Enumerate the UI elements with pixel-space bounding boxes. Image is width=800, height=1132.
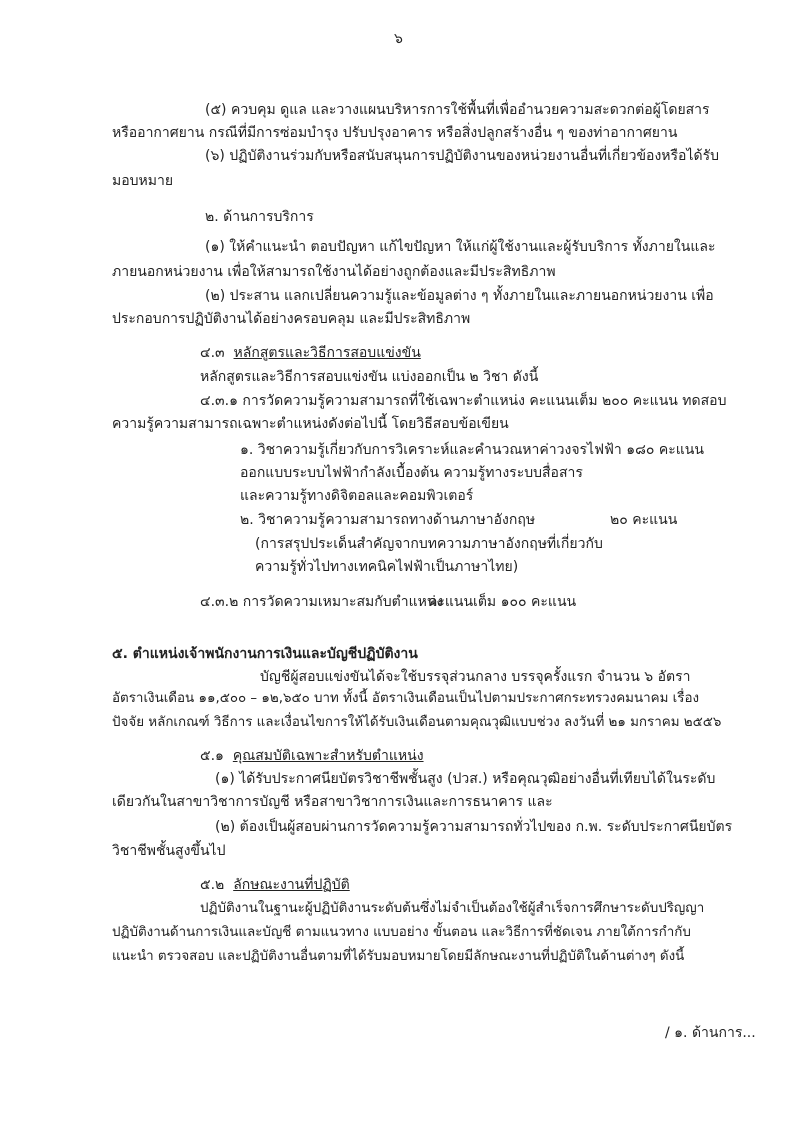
paragraph-line: (๑) ได้รับประกาศนียบัตรวิชาชีพชั้นสูง (ปวส.) หรือคุณวุฒิอย่างอื่นที่เทียบได้ในระดับ bbox=[215, 771, 716, 787]
section-title: หลักสูตรและวิธีการสอบแข่งขัน bbox=[233, 345, 421, 361]
paragraph-line: ๔.๓.๑ การวัดความรู้ความสามารถที่ใช้เฉพาะตำแหน่ง คะแนนเต็ม ๒๐๐ คะแนน ทดสอบ bbox=[200, 393, 727, 409]
paragraph-line: แนะนำ ตรวจสอบ และปฏิบัติงานอื่นตามที่ได้รับมอบหมายโดยมีลักษณะงานที่ปฏิบัติในด้านต่างๆ ดังนี้ bbox=[112, 949, 685, 964]
paragraph-line: อัตราเงินเดือน ๑๑,๕๐๐ – ๑๒,๖๕๐ บาท ทั้งนี้ อัตราเงินเดือนเป็นไปตามประกาศกระทรวงคมนาคม เรื่อง bbox=[112, 691, 700, 706]
exam-subject-line: และความรู้ทางดิจิตอลและคอมพิวเตอร์ bbox=[240, 488, 474, 504]
paragraph-line: หลักสูตรและวิธีการสอบแข่งขัน แบ่งออกเป็น ๒ วิชา ดังนี้ bbox=[200, 369, 539, 385]
paragraph-line: (๒) ต้องเป็นผู้สอบผ่านการวัดความรู้ความสามารถทั่วไปของ ก.พ. ระดับประกาศนียบัตร bbox=[215, 819, 733, 835]
exam-subject-line: ความรู้ทั่วไปทางเทคนิคไฟฟ้าเป็นภาษาไทย) bbox=[255, 559, 519, 575]
paragraph-line: บัญชีผู้สอบแข่งขันได้จะใช้บรรจุส่วนกลาง บรรจุครั้งแรก จำนวน ๖ อัตรา bbox=[260, 669, 691, 685]
exam-score: ๒๐ คะแนน bbox=[610, 512, 678, 528]
paragraph-line: (๑) ให้คำแนะนำ ตอบปัญหา แก้ไขปัญหา ให้แก่ผู้ใช้งานและผู้รับบริการ ทั้งภายในและ bbox=[205, 239, 716, 255]
paragraph-line: เดียวกันในสาขาวิชาการบัญชี หรือสาขาวิชาการเงินและการธนาคาร และ bbox=[112, 794, 553, 810]
paragraph-line: ปัจจัย หลักเกณฑ์ วิธีการ และเงื่อนไขการให้ได้รับเงินเดือนตามคุณวุฒิแบบช่วง ลงวันที่ ๒๑ มกราคม ๒๕๕๖ bbox=[112, 715, 722, 730]
exam-subject-line: ๒. วิชาความรู้ความสามารถทางด้านภาษาอังกฤษ bbox=[240, 512, 536, 528]
exam-score: คะแนนเต็ม ๑๐๐ คะแนน bbox=[428, 594, 577, 610]
paragraph-line: (๕) ควบคุม ดูแล และวางแผนบริหารการใช้พื้นที่เพื่ออำนวยความสะดวกต่อผู้โดยสาร bbox=[205, 102, 710, 118]
paragraph-line: ภายนอกหน่วยงาน เพื่อให้สามารถใช้งานได้อย่างถูกต้องและมีประสิทธิภาพ bbox=[112, 264, 556, 280]
section-heading: ๒. ด้านการบริการ bbox=[205, 209, 314, 225]
section-heading-5: ๕. ตำแหน่งเจ้าพนักงานการเงินและบัญชีปฏิบัติงาน bbox=[112, 646, 418, 662]
exam-subject-line: (การสรุปประเด็นสำคัญจากบทความภาษาอังกฤษที่เกี่ยวกับ bbox=[255, 536, 603, 552]
exam-subject-line: ออกแบบระบบไฟฟ้ากำลังเบื้องต้น ความรู้ทางระบบสื่อสาร bbox=[240, 465, 583, 481]
paragraph-line: หรืออากาศยาน กรณีที่มีการซ่อมบำรุง ปรับปรุงอาคาร หรือสิ่งปลูกสร้างอื่น ๆ ของท่าอากาศยาน bbox=[112, 125, 678, 141]
page-number: ๖ bbox=[394, 31, 403, 47]
paragraph-line: ปฏิบัติงานด้านการเงินและบัญชี ตามแนวทาง แบบอย่าง ขั้นตอน และวิธีการที่ชัดเจน ภายใต้การกำกับ bbox=[112, 925, 691, 940]
paragraph-line: วิชาชีพชั้นสูงขึ้นไป bbox=[112, 843, 226, 859]
section-heading-4-3 bbox=[200, 344, 421, 362]
section-number: ๕.๑ bbox=[200, 748, 224, 764]
paragraph-line: ประกอบการปฏิบัติงานได้อย่างครอบคลุม และมีประสิทธิภาพ bbox=[112, 311, 471, 327]
exam-subject-line: ๑. วิชาความรู้เกี่ยวกับการวิเคราะห์และคำนวณหาค่าวงจรไฟฟ้า ๑๘๐ คะแนน bbox=[240, 442, 704, 458]
paragraph-line: ปฏิบัติงานในฐานะผู้ปฏิบัติงานระดับต้นซึ่งไม่จำเป็นต้องใช้ผู้สำเร็จการศึกษาระดับปริญญา bbox=[200, 901, 705, 916]
continuation-note: / ๑. ด้านการ... bbox=[665, 1025, 756, 1041]
paragraph-line: ความรู้ความสามารถเฉพาะตำแหน่งดังต่อไปนี้ โดยวิธีสอบข้อเขียน bbox=[112, 416, 509, 432]
section-heading-5-2 bbox=[200, 876, 350, 894]
section-number: ๕.๒ bbox=[200, 877, 225, 893]
section-title: คุณสมบัติเฉพาะสำหรับตำแหน่ง bbox=[232, 748, 424, 764]
section-title: ลักษณะงานที่ปฏิบัติ bbox=[233, 877, 350, 893]
paragraph-line: มอบหมาย bbox=[112, 173, 174, 189]
section-number: ๔.๓ bbox=[200, 345, 225, 361]
paragraph-line: (๖) ปฏิบัติงานร่วมกับหรือสนับสนุนการปฏิบัติงานของหน่วยงานอื่นที่เกี่ยวข้องหรือได้รับ bbox=[205, 148, 719, 164]
section-heading-5-1 bbox=[200, 747, 424, 765]
paragraph-line: ๔.๓.๒ การวัดความเหมาะสมกับตำแหน่ง bbox=[200, 594, 444, 610]
paragraph-line: (๒) ประสาน แลกเปลี่ยนความรู้และข้อมูลต่าง ๆ ทั้งภายในและภายนอกหน่วยงาน เพื่อ bbox=[205, 288, 714, 304]
